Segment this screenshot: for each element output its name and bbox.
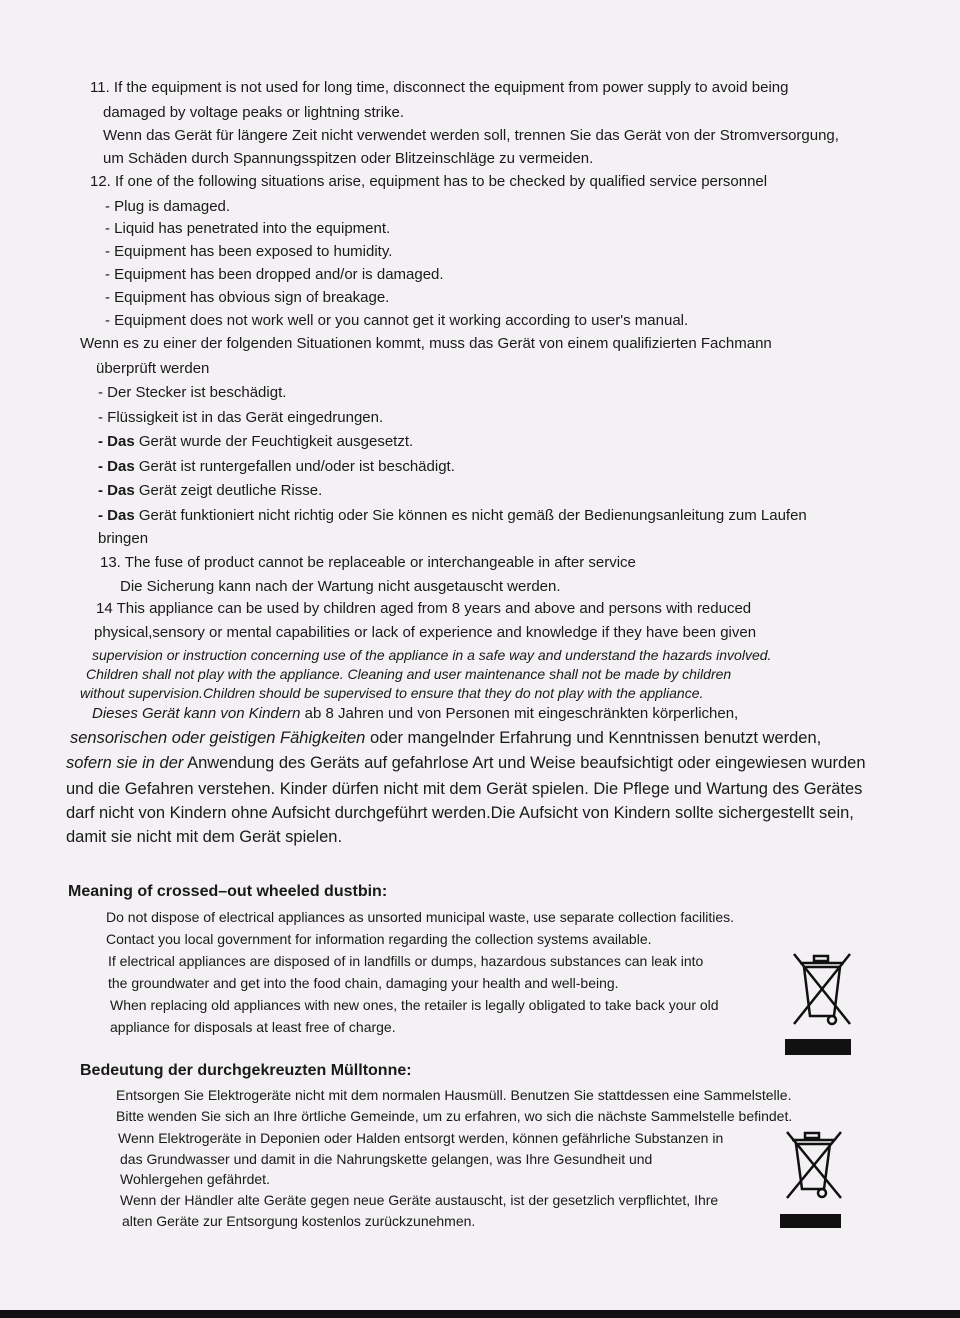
section-12-en-item: - Liquid has penetrated into the equipment. (105, 220, 391, 237)
page-bottom-edge (0, 1310, 960, 1318)
dustbin-en-heading: Meaning of crossed–out wheeled dustbin: (68, 883, 388, 900)
section-12-en-item: - Equipment has been dropped and/or is damaged. (105, 266, 444, 283)
section-11-de-line-1: Wenn das Gerät für längere Zeit nicht verwendet werden soll, trennen Sie das Gerät von der Stromversorgung, (103, 127, 839, 144)
section-12-de-item: - Der Stecker ist beschädigt. (98, 384, 287, 401)
bin-underbar (785, 1039, 851, 1055)
dustbin-de-line: Wenn der Händler alte Geräte gegen neue Geräte austauscht, ist der gesetzlich verpflichtet, Ihre (120, 1192, 719, 1208)
section-12-de-item (98, 482, 322, 500)
section-14-en-line-3: supervision or instruction concerning use of the appliance in a safe way and understand the hazards involved. (92, 647, 772, 663)
dustbin-en-line: Do not dispose of electrical appliances as unsorted municipal waste, use separate collection facilities. (106, 909, 735, 925)
section-11-en-line-1: 11. If the equipment is not used for long time, disconnect the equipment from power supply to avoid being (90, 79, 789, 96)
section-14-de-line-4: und die Gefahren verstehen. Kinder dürfen nicht mit dem Gerät spielen. Die Pflege und Wartung des Gerätes (66, 780, 863, 798)
bold-prefix: - Das (98, 458, 135, 475)
section-12-de-intro-2: überprüft werden (96, 360, 210, 377)
italic-part: sofern sie in der (66, 754, 184, 772)
section-12-de-item (98, 458, 455, 476)
dustbin-en-line: the groundwater and get into the food chain, damaging your health and well-being. (108, 975, 619, 991)
section-14-en-line-1: 14 This appliance can be used by children aged from 8 years and above and persons with reduced (96, 600, 752, 617)
section-12-en-item: - Equipment does not work well or you cannot get it working according to user's manual. (105, 312, 689, 329)
section-12-en-item: - Plug is damaged. (105, 198, 231, 215)
dustbin-en-line: appliance for disposals at least free of charge. (110, 1019, 396, 1035)
bold-prefix: - Das (98, 482, 135, 499)
crossed-out-wheeled-bin-icon (790, 950, 856, 1030)
crossed-out-wheeled-bin-icon (783, 1128, 845, 1202)
dustbin-de-line: Entsorgen Sie Elektrogeräte nicht mit dem normalen Hausmüll. Benutzen Sie stattdessen eine Sammelstelle. (116, 1087, 792, 1103)
section-14-en-line-5: without supervision.Children should be supervised to ensure that they do not play with the appliance. (80, 685, 704, 701)
section-12-en-item: - Equipment has been exposed to humidity. (105, 243, 393, 260)
section-14-de-line-6: damit sie nicht mit dem Gerät spielen. (66, 828, 343, 846)
section-14-en-line-2: physical,sensory or mental capabilities or lack of experience and knowledge if they have been given (94, 624, 757, 641)
regular-part: ab 8 Jahren und von Personen mit eingeschränkten körperlichen, (300, 705, 739, 722)
italic-part: sensorischen oder geistigen Fähigkeiten (70, 729, 366, 747)
dustbin-de-line: Wohlergehen gefährdet. (120, 1171, 270, 1187)
section-13-de: Die Sicherung kann nach der Wartung nicht ausgetauscht werden. (120, 578, 561, 595)
section-11-de-line-2: um Schäden durch Spannungsspitzen oder Blitzeinschläge zu vermeiden. (103, 150, 594, 167)
section-14-de-line-2 (70, 728, 821, 748)
regular-part: oder mangelnder Erfahrung und Kenntnissen benutzt werden, (365, 729, 822, 747)
section-14-de-line-5: darf nicht von Kindern ohne Aufsicht durchgeführt werden.Die Aufsicht von Kindern sollte sichergestellt sein, (66, 804, 854, 822)
section-12-de-item-cont: bringen (98, 530, 149, 547)
section-12-de-item: - Flüssigkeit ist in das Gerät eingedrungen. (98, 409, 384, 426)
section-11-en-line-2: damaged by voltage peaks or lightning strike. (103, 104, 405, 121)
item-text: Gerät ist runtergefallen und/oder ist beschädigt. (134, 458, 455, 475)
section-12-de-item (98, 433, 413, 451)
dustbin-de-line: Bitte wenden Sie sich an Ihre örtliche Gemeinde, um zu erfahren, wo sich die nächste Sammelstelle befindet. (116, 1108, 793, 1124)
bold-prefix: - Das (98, 433, 135, 450)
section-14-de-line-3 (66, 753, 866, 773)
bold-prefix: - Das (98, 507, 135, 524)
item-text: Gerät zeigt deutliche Risse. (134, 482, 323, 499)
section-13-en: 13. The fuse of product cannot be replaceable or interchangeable in after service (100, 554, 636, 571)
dustbin-de-line: das Grundwasser und damit in die Nahrungskette gelangen, was Ihre Gesundheit und (120, 1151, 653, 1167)
bin-underbar (780, 1214, 841, 1228)
section-14-de-line-1 (92, 705, 738, 723)
item-text: Gerät funktioniert nicht richtig oder Sie können es nicht gemäß der Bedienungsanleitung zum Laufen (134, 507, 807, 524)
section-12-de-intro-1: Wenn es zu einer der folgenden Situationen kommt, muss das Gerät von einem qualifizierten Fachmann (80, 335, 772, 352)
section-12-en-intro: 12. If one of the following situations arise, equipment has to be checked by qualified service personnel (90, 173, 768, 190)
italic-part: Dieses Gerät kann von Kindern (92, 705, 301, 722)
section-12-de-item (98, 507, 807, 525)
item-text: Gerät wurde der Feuchtigkeit ausgesetzt. (134, 433, 414, 450)
dustbin-de-line: Wenn Elektrogeräte in Deponien oder Halden entsorgt werden, können gefährliche Substanzen in (118, 1130, 724, 1146)
section-12-en-item: - Equipment has obvious sign of breakage. (105, 289, 390, 306)
dustbin-de-line: alten Geräte zur Entsorgung kostenlos zurückzunehmen. (122, 1213, 476, 1229)
dustbin-en-line: Contact you local government for information regarding the collection systems available. (106, 931, 652, 947)
dustbin-en-line: If electrical appliances are disposed of in landfills or dumps, hazardous substances can leak into (108, 953, 704, 969)
dustbin-de-heading: Bedeutung der durchgekreuzten Mülltonne: (80, 1062, 412, 1079)
regular-part: Anwendung des Geräts auf gefahrlose Art und Weise beaufsichtigt oder eingewiesen wurden (183, 754, 866, 772)
dustbin-en-line: When replacing old appliances with new ones, the retailer is legally obligated to take back your old (110, 997, 719, 1013)
section-14-en-line-4: Children shall not play with the appliance. Cleaning and user maintenance shall not be made by children (86, 666, 732, 682)
